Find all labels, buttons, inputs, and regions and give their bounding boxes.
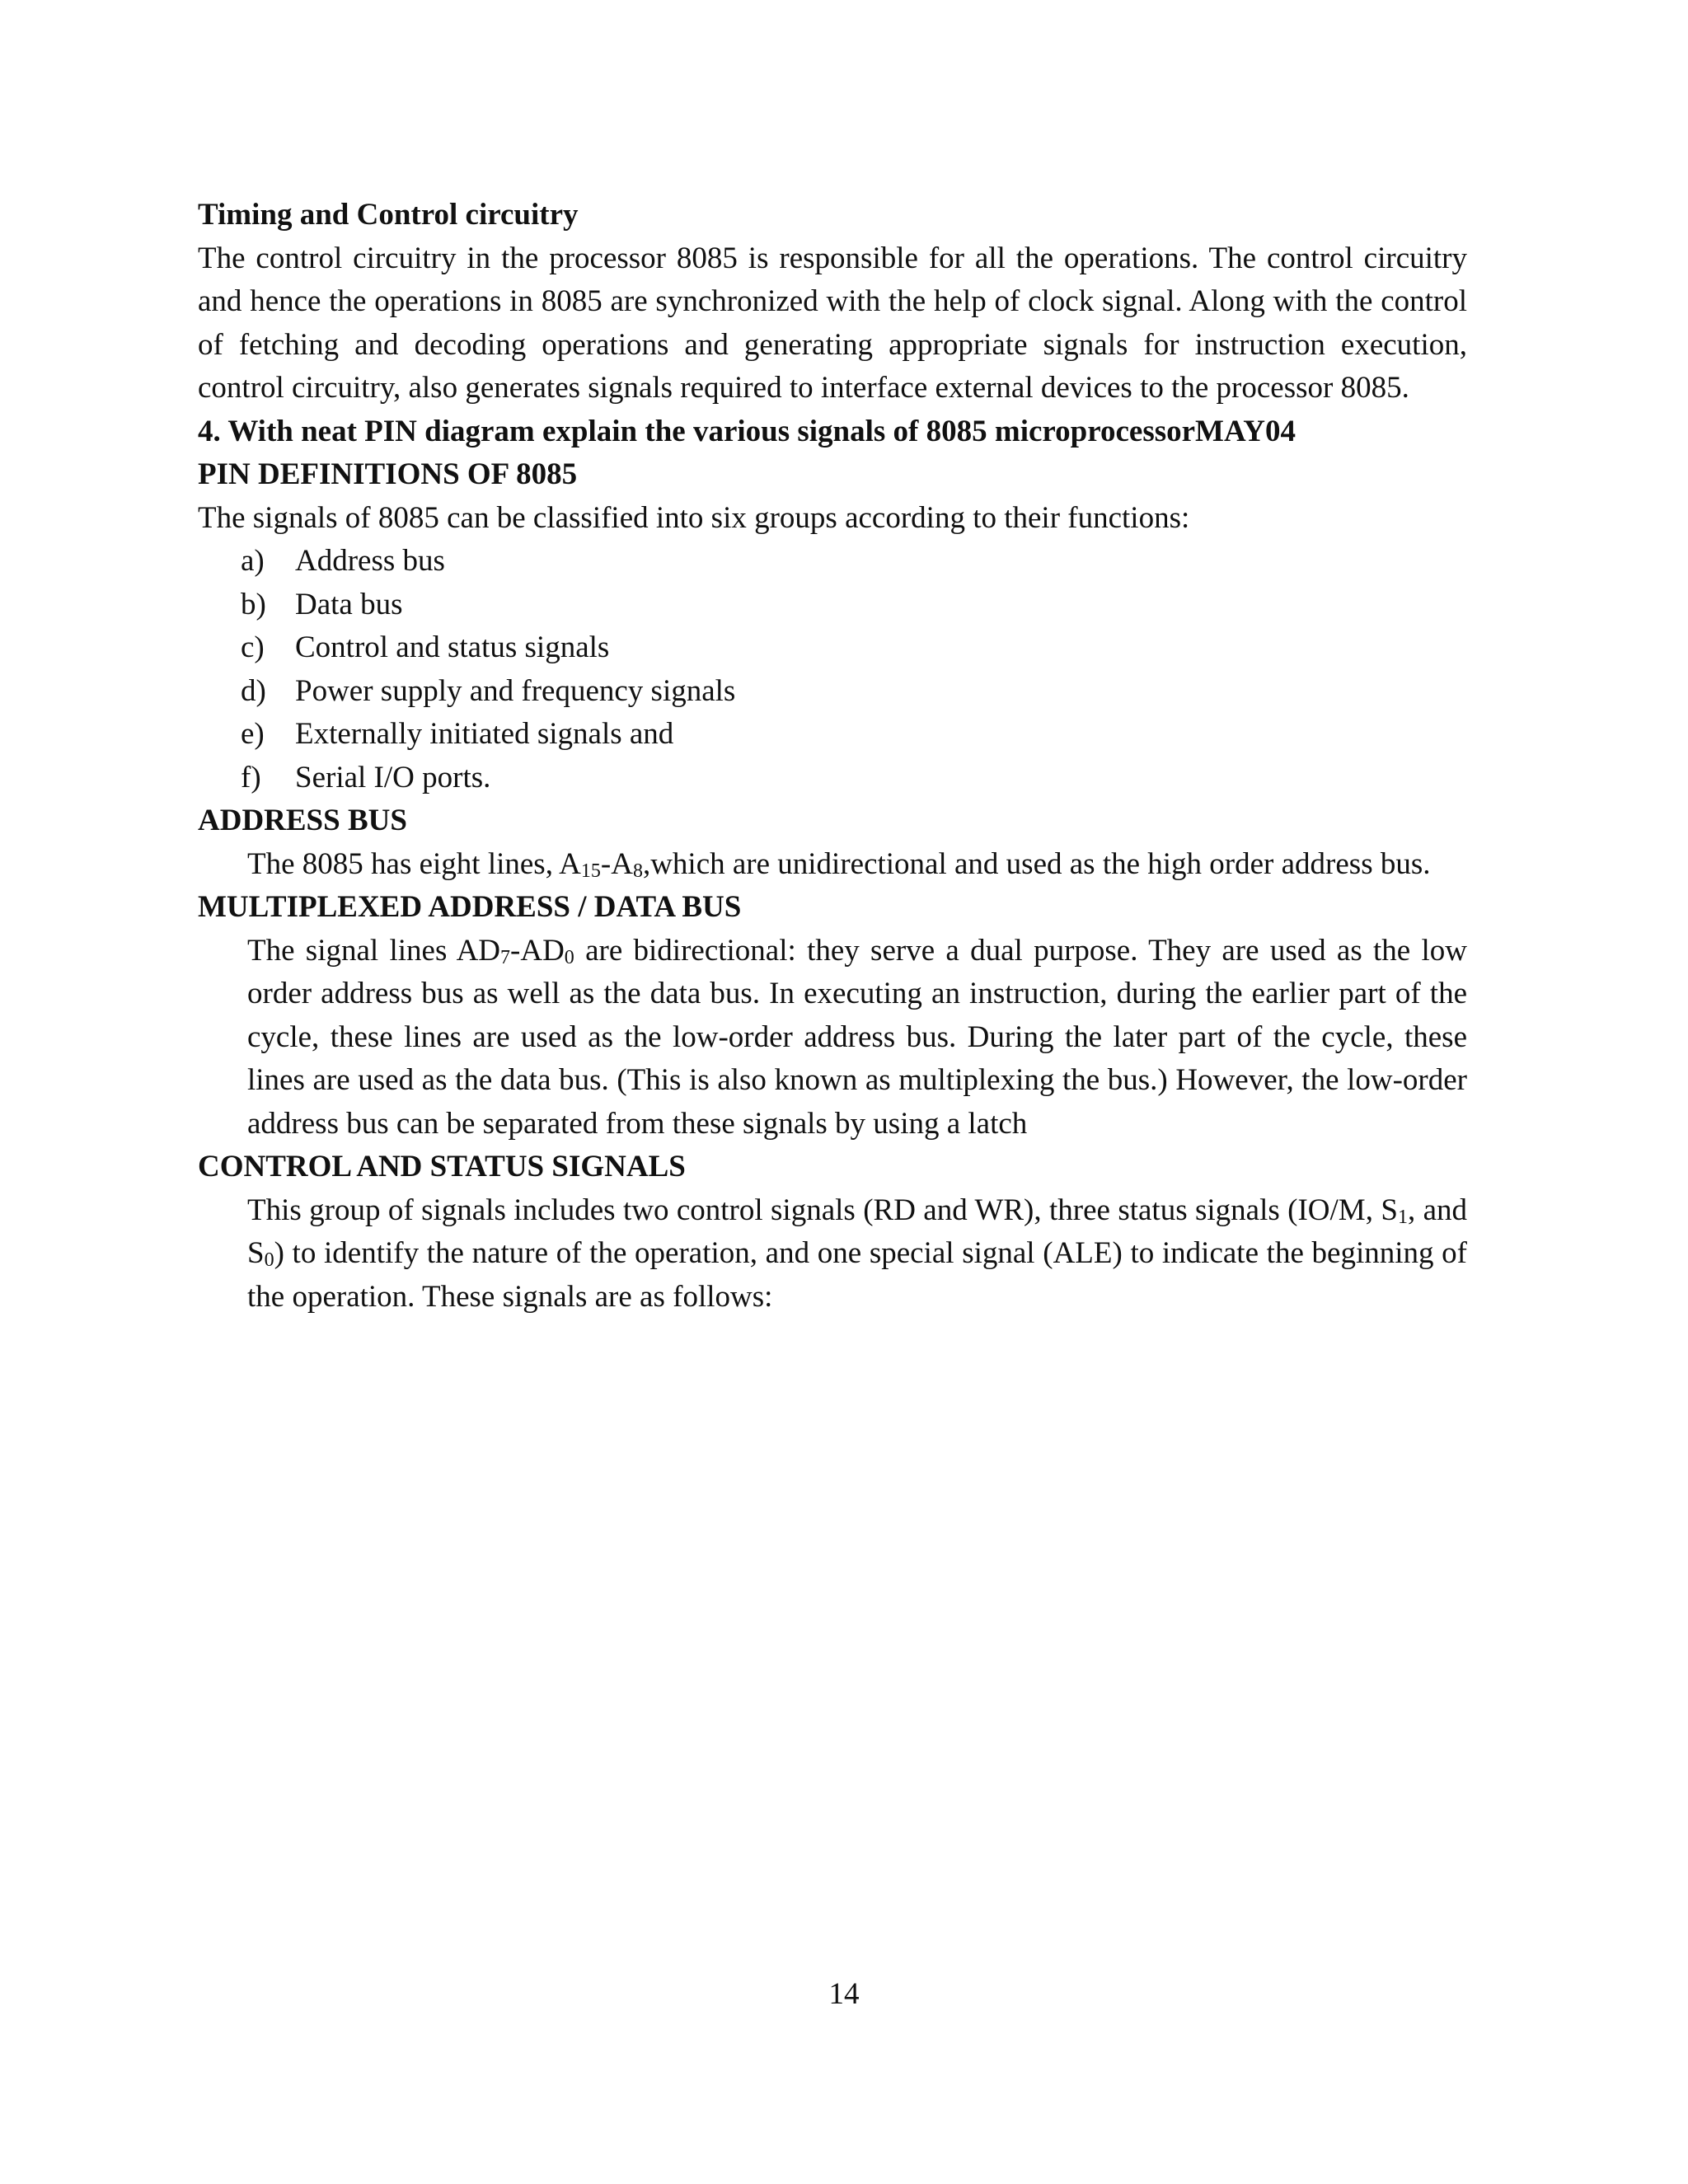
list-marker: f) bbox=[241, 760, 261, 794]
text-segment: The 8085 has eight lines, A bbox=[247, 846, 581, 881]
list-item bbox=[241, 713, 1467, 757]
subscript: 1 bbox=[1397, 1206, 1408, 1228]
heading-timing-control: Timing and Control circuitry bbox=[198, 198, 579, 232]
subscript: 8 bbox=[632, 860, 643, 882]
paragraph-address-bus bbox=[198, 843, 1467, 887]
text-segment: This group of signals includes two control signals (RD and WR), three status signals (IO/M, S bbox=[247, 1193, 1398, 1227]
paragraph-timing-control: The control circuitry in the processor 8085 is responsible for all the operations. The control circuitry and hence the operations in 8085 are synchronized with the help of clock signal. Along with the control of fetching and decoding operations and generating appropriate signals for instruction execution, control circuitry, also generates signals required to interface external devices to the processor 8085. bbox=[198, 241, 1467, 405]
paragraph-pin-intro: The signals of 8085 can be classified into six groups according to their functions: bbox=[198, 500, 1190, 535]
list-item bbox=[241, 540, 1467, 583]
text-segment: ,which are unidirectional and used as the high order address bus. bbox=[642, 846, 1431, 881]
list-item bbox=[241, 626, 1467, 670]
page-number: 14 bbox=[828, 1977, 860, 2011]
text-segment: -A bbox=[600, 846, 633, 881]
heading-control-status: CONTROL AND STATUS SIGNALS bbox=[198, 1150, 686, 1183]
list-item bbox=[241, 757, 1467, 800]
list-item-text: Address bus bbox=[295, 544, 445, 578]
subscript: 0 bbox=[264, 1249, 274, 1271]
subscript: 0 bbox=[564, 946, 574, 968]
list-item-text: Control and status signals bbox=[295, 630, 610, 664]
paragraph-control-status bbox=[198, 1189, 1467, 1319]
list-item-text: Externally initiated signals and bbox=[295, 717, 674, 751]
subscript: 15 bbox=[580, 860, 601, 882]
heading-pin-definitions: PIN DEFINITIONS OF 8085 bbox=[198, 457, 578, 491]
list-marker: b) bbox=[241, 587, 266, 621]
list-marker: e) bbox=[241, 717, 265, 751]
list-item-text: Serial I/O ports. bbox=[295, 760, 491, 794]
text-segment: are bidirectional: they serve a dual purpose. They are used as the low order address bus as well as the data bus. In executing an instruction, during the earlier part of the cycle, these lines are used as the low-order address bus. During the later part of the cycle, these lines are used as the data bus. (This is also known as multiplexing the bus.) However, the low-order address bus can be separated from these signals by using a latch bbox=[247, 933, 1467, 1141]
text-segment: The signal lines AD bbox=[247, 933, 501, 968]
page-content bbox=[198, 194, 1467, 1319]
text-segment: , and S bbox=[247, 1193, 1467, 1270]
signal-group-list bbox=[198, 540, 1467, 799]
heading-question-4: 4. With neat PIN diagram explain the various signals of 8085 microprocessorMAY04 bbox=[198, 414, 1296, 448]
text-segment: ) to identify the nature of the operation, and one special signal (ALE) to indicate the beginning of the operation. These signals are as follows: bbox=[247, 1236, 1467, 1314]
list-item-text: Power supply and frequency signals bbox=[295, 673, 736, 708]
text-segment: -AD bbox=[510, 933, 565, 968]
heading-multiplexed-bus: MULTIPLEXED ADDRESS / DATA BUS bbox=[198, 890, 742, 924]
list-marker: a) bbox=[241, 544, 265, 578]
list-item bbox=[241, 670, 1467, 714]
list-item bbox=[241, 583, 1467, 627]
heading-address-bus: ADDRESS BUS bbox=[198, 804, 407, 837]
list-item-text: Data bus bbox=[295, 587, 403, 621]
subscript: 7 bbox=[500, 946, 511, 968]
list-marker: d) bbox=[241, 673, 266, 708]
paragraph-multiplexed-bus bbox=[198, 930, 1467, 1146]
list-marker: c) bbox=[241, 630, 265, 664]
